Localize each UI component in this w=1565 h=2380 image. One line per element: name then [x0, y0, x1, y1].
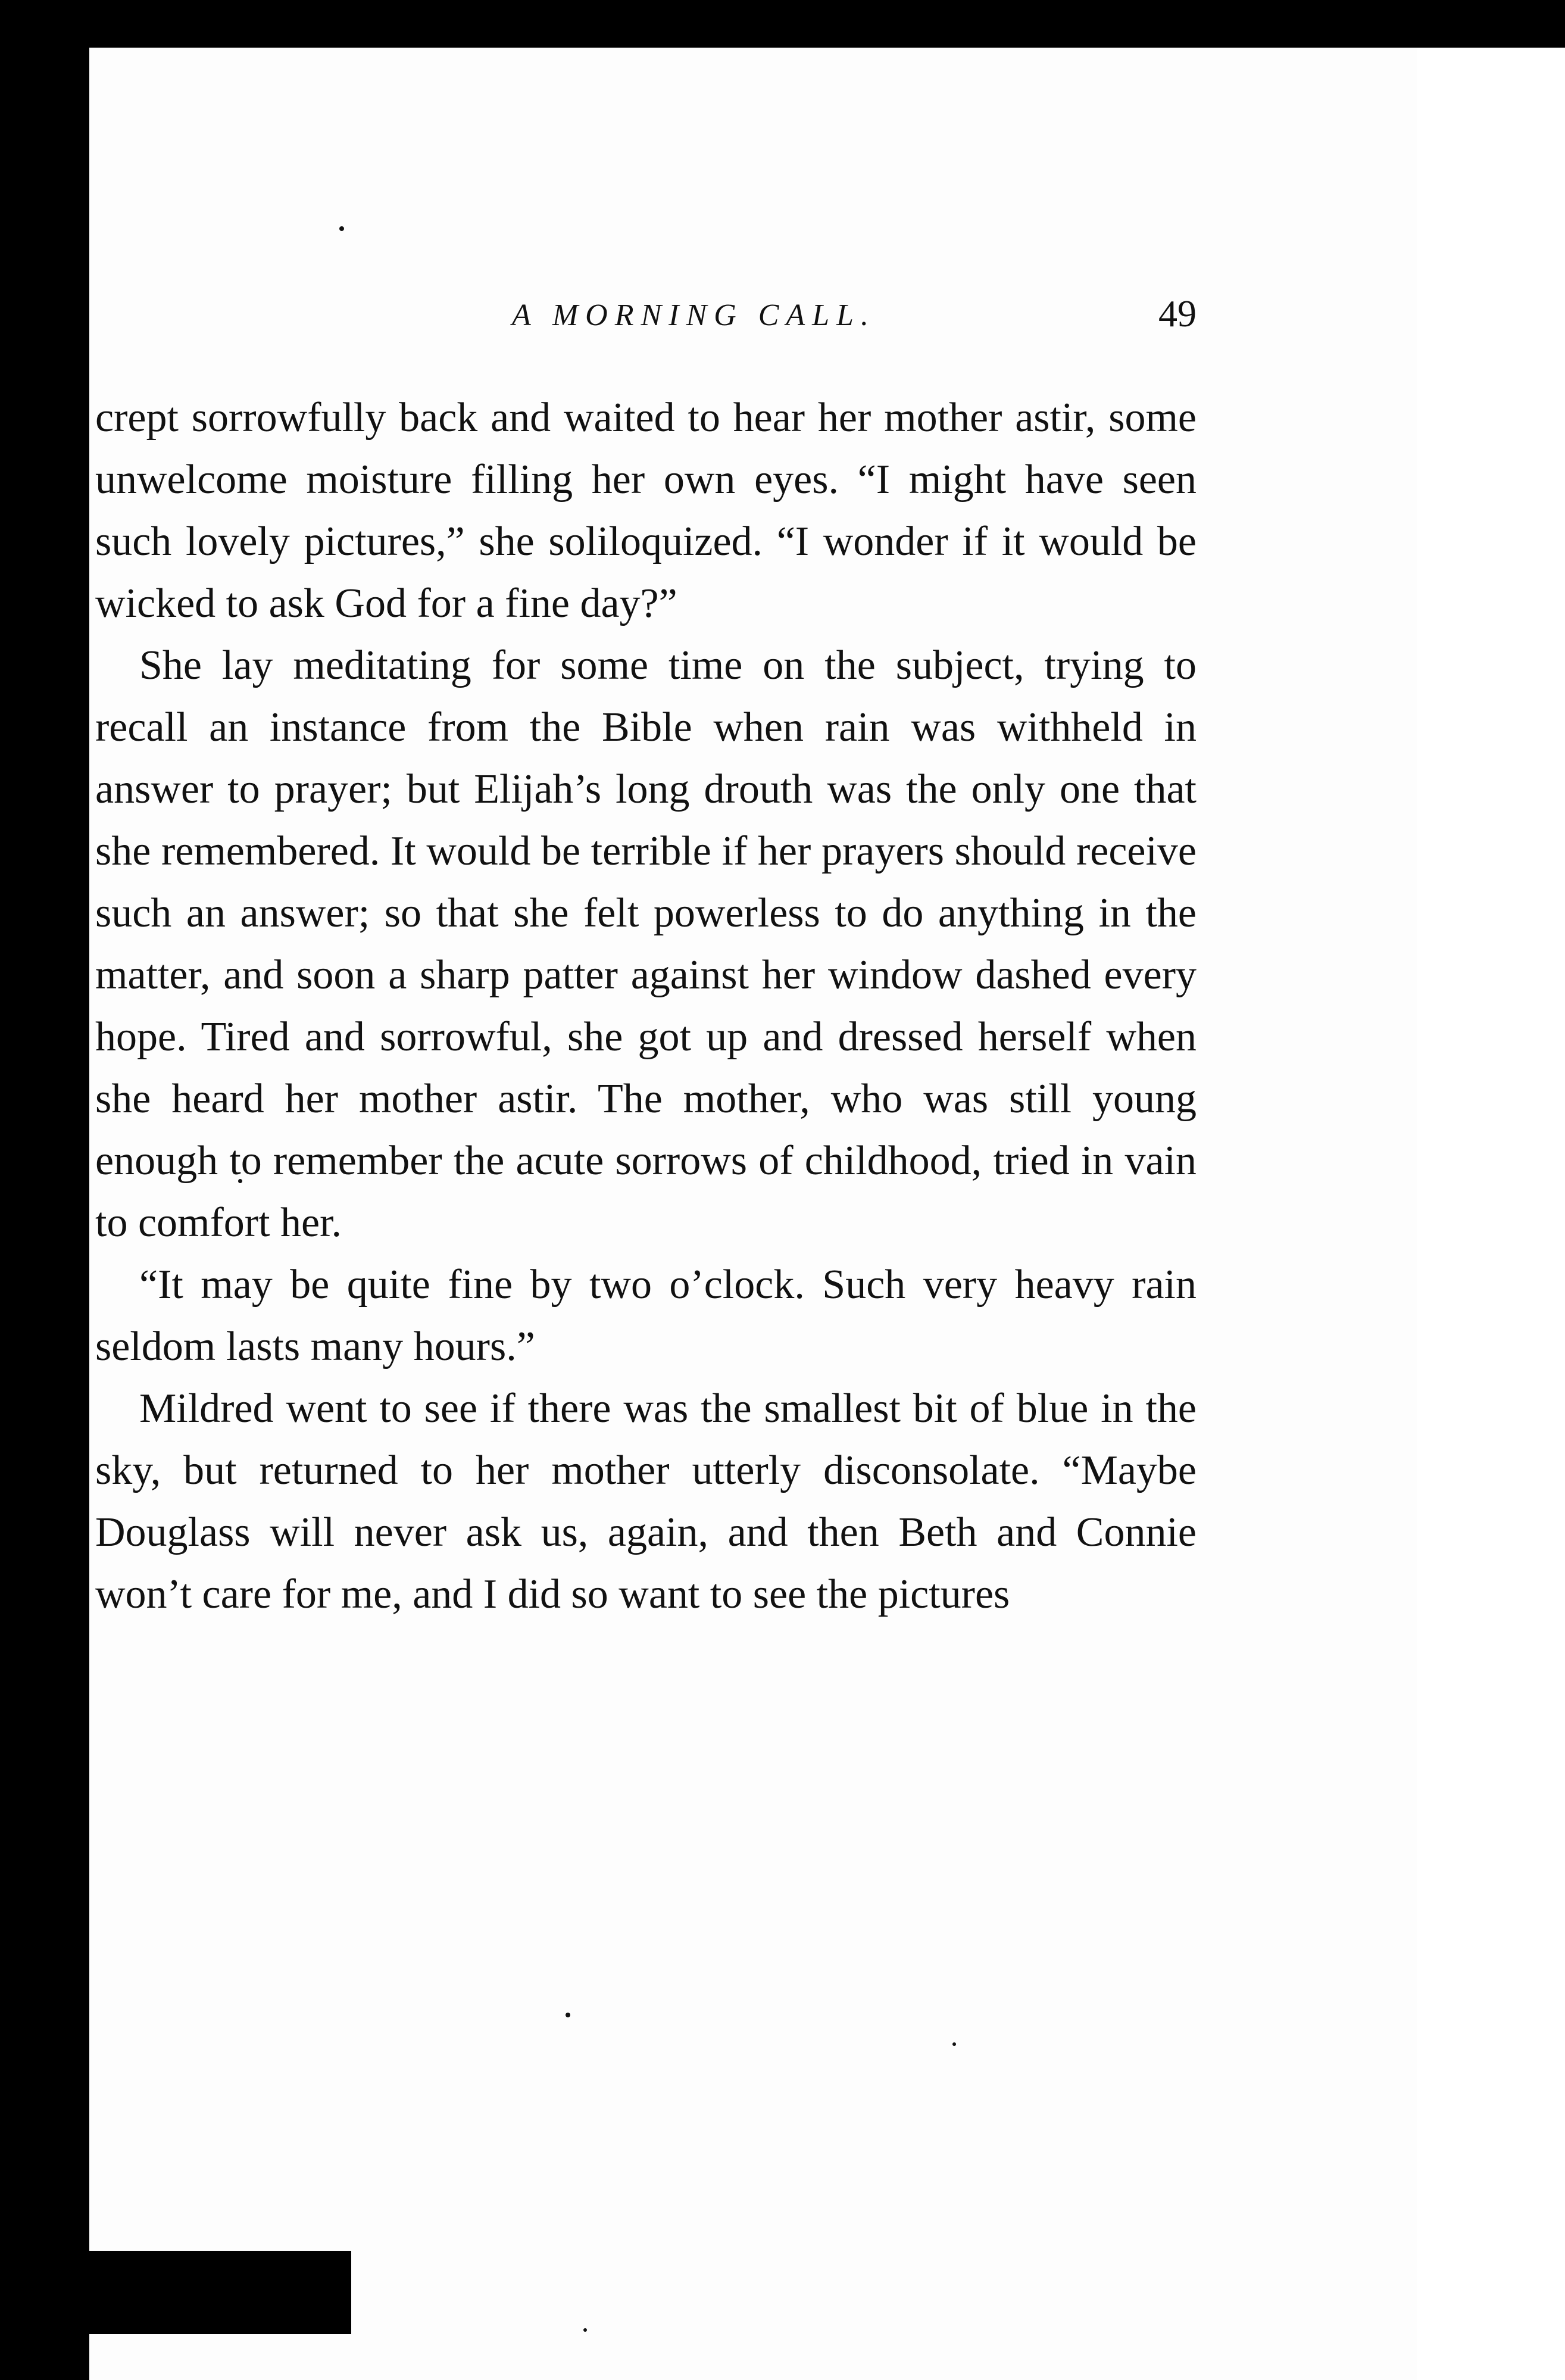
scan-bottom-smudge: [0, 2251, 351, 2334]
paragraph: Mildred went to see if there was the smallest bit of blue in the sky, but returned to her mother utterly disconsolate. “Maybe Douglass will never ask us, again, and then Beth and Connie won’t care for me, and I did so want to see the pictures: [95, 1386, 1197, 1617]
paragraph: crept sorrowfully back and waited to hear her mother astir, some unwelcome moisture filling her own eyes. “I might have seen such lovely pictures,” she soliloquized. “I wonder if it would be wicked to ask God for a fine day?”: [95, 395, 1197, 626]
scan-top-edge: [89, 0, 1417, 48]
running-title: A MORNING CALL.: [512, 298, 876, 332]
body-text: [95, 387, 1197, 1626]
page-speck: [583, 2328, 587, 2332]
page-speck: [566, 2013, 570, 2017]
page-speck: [952, 2042, 956, 2046]
paragraph: She lay meditating for some time on the subject, trying to recall an instance from the Bible when rain was withheld in answer to prayer; but Elijah’s long drouth was the only one that she remembered. It would be terrible if her prayers should receive such an answer; so that she felt powerless to do anything in the matter, and soon a sharp patter against her window dashed every hope. Tired and sorrowful, she got up and dressed herself when she heard her mother astir. The mother, who was still young enough to remember the acute sorrows of childhood, tried in vain to comfort her.: [95, 642, 1197, 1246]
page-number: 49: [1158, 292, 1197, 335]
page-speck: [339, 226, 344, 231]
paragraph: “It may be quite fine by two o’clock. Such very heavy rain seldom lasts many hours.”: [95, 1262, 1197, 1370]
right-margin: [1417, 48, 1565, 2380]
running-head: [95, 274, 1197, 339]
